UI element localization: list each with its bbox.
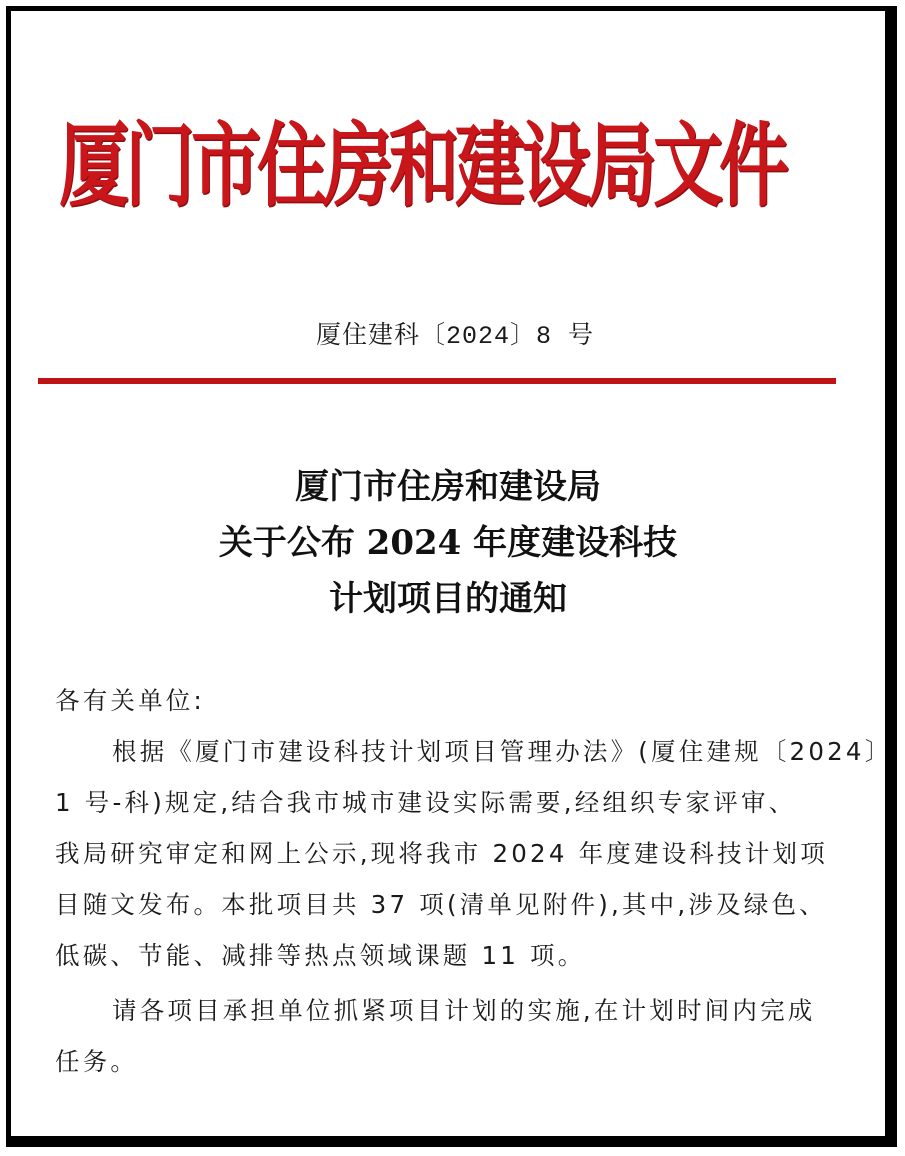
- paragraph-1: [55, 726, 893, 981]
- paragraph-line: 任务。: [55, 1047, 139, 1076]
- paragraph-line: 1 号-科)规定,结合我市城市建设实际需要,经组织专家评审、: [55, 788, 797, 817]
- paragraph-line: 低碳、节能、减排等热点领域课题 11 项。: [55, 941, 586, 970]
- paragraph-line: 根据《厦门市建设科技计划项目管理办法》(厦住建规〔2024〕: [112, 737, 893, 766]
- salutation: 各有关单位:: [55, 686, 205, 715]
- title-line: 厦门市住房和建设局: [295, 467, 601, 507]
- document-title: [11, 459, 885, 627]
- paragraph-2: [55, 985, 865, 1087]
- title-line: 关于公布 2024 年度建设科技: [218, 523, 678, 563]
- document-page: [11, 11, 893, 1136]
- paragraph-line: 目随文发布。本批项目共 37 项(清单见附件),其中,涉及绿色、: [55, 890, 827, 919]
- document-body: [55, 675, 893, 1087]
- document-number: 厦住建科〔2024〕8 号: [315, 322, 594, 351]
- issuer-header-text: 厦门市住房和建设局文件: [59, 111, 785, 220]
- red-divider: [38, 378, 836, 384]
- paragraph-line: 我局研究审定和网上公示,现将我市 2024 年度建设科技计划项: [55, 839, 828, 868]
- title-line: 计划项目的通知: [329, 579, 567, 619]
- issuer-header: [11, 111, 885, 229]
- paragraph-line: 请各项目承担单位抓紧项目计划的实施,在计划时间内完成: [112, 996, 816, 1025]
